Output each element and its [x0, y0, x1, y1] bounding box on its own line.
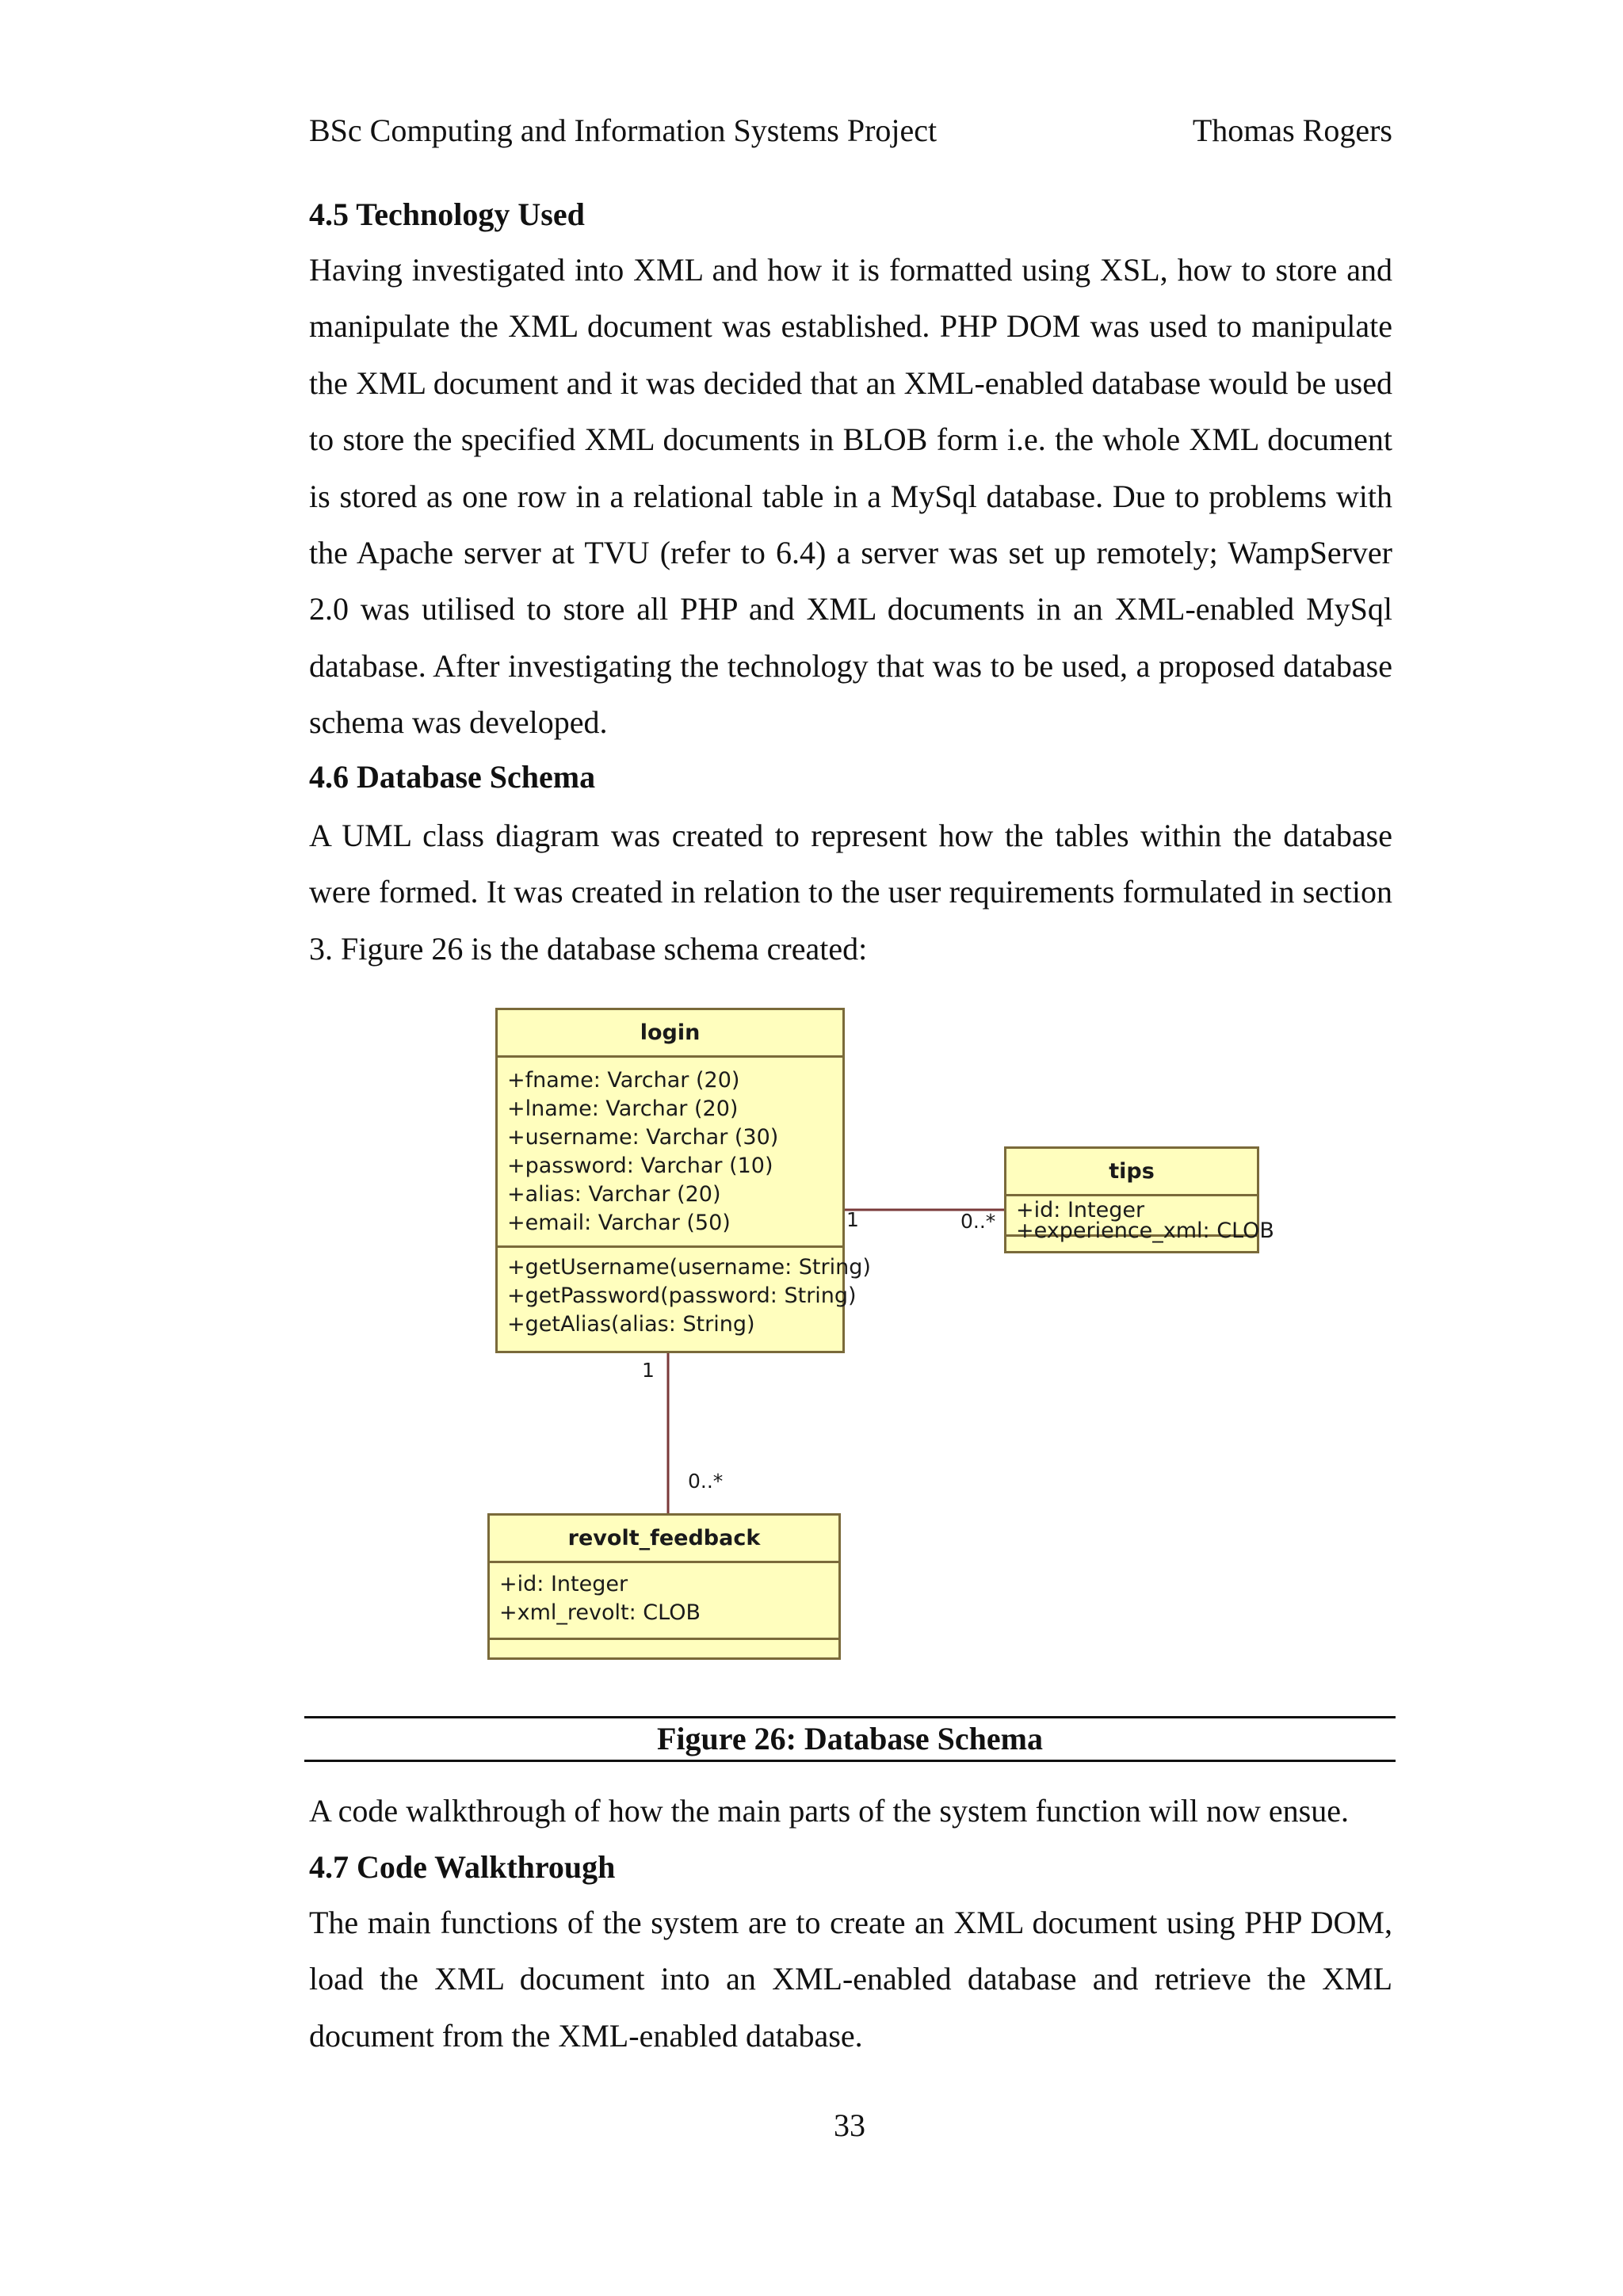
section-heading-4-5: 4.5 Technology Used	[309, 196, 585, 232]
section-body-4-5	[309, 242, 1392, 751]
attribute-password: +password: Varchar (10)	[507, 1154, 773, 1178]
multiplicity-login-tips-many: 0..*	[960, 1210, 996, 1233]
class-tips-title: tips	[1006, 1149, 1257, 1196]
class-revolt-feedback	[487, 1513, 841, 1660]
paragraph-technology-used: Having investigated into XML and how it is formatted using XSL, how to store and manipulate the XML document was established. PHP DOM was used to manipulate the XML document and it was decided that an XML-enabled database would be used to store the specified XML documents in BLOB form i.e. the whole XML document is stored as one row in a relational table in a MySql database. Due to problems with the Apache server at TVU (refer to 6.4) a server was set up remotely; WampServer 2.0 was utilised to store all PHP and XML documents in an XML-enabled MySql database. After investigating the technology that was to be used, a proposed database schema was developed.	[309, 252, 1392, 741]
paragraph-after-figure: A code walkthrough of how the main parts of the system function will now ensue.	[309, 1793, 1349, 1829]
attribute-username: +username: Varchar (30)	[507, 1125, 779, 1150]
attribute-feedback-xml-revolt: +xml_revolt: CLOB	[499, 1600, 701, 1625]
caption-rule-top	[304, 1716, 1396, 1718]
method-get-alias: +getAlias(alias: String)	[507, 1312, 755, 1337]
multiplicity-login-tips-one: 1	[846, 1208, 859, 1231]
running-header-title: BSc Computing and Information Systems Project	[309, 113, 938, 148]
attribute-email: +email: Varchar (50)	[507, 1211, 731, 1235]
attribute-tips-id: +id: Integer	[1016, 1198, 1145, 1222]
multiplicity-login-feedback-many: 0..*	[688, 1470, 724, 1493]
paragraph-database-schema: A UML class diagram was created to represent how the tables within the database were formed. It was created in relation to the user requirements formulated in section 3. Figure 26 is the database schema created:	[309, 818, 1392, 967]
class-login-attributes	[498, 1058, 842, 1248]
attribute-tips-experience-xml: +experience_xml: CLOB	[1016, 1219, 1274, 1243]
class-tips-attributes	[1006, 1196, 1274, 1243]
class-revolt-feedback-attributes	[490, 1563, 838, 1640]
running-header-author: Thomas Rogers	[1192, 113, 1392, 148]
attribute-alias: +alias: Varchar (20)	[507, 1182, 721, 1207]
caption-rule-bottom	[304, 1760, 1396, 1762]
section-body-4-6	[309, 807, 1392, 977]
section-body-4-7	[309, 1894, 1392, 2064]
multiplicity-login-feedback-one: 1	[642, 1359, 655, 1382]
section-heading-4-7: 4.7 Code Walkthrough	[309, 1849, 616, 1885]
class-login	[495, 1008, 871, 1353]
attribute-fname: +fname: Varchar (20)	[507, 1068, 740, 1093]
class-login-methods	[498, 1248, 871, 1339]
class-revolt-feedback-title: revolt_feedback	[490, 1516, 838, 1563]
page-number: 33	[834, 2107, 865, 2143]
uml-class-diagram	[475, 994, 1274, 1676]
class-tips	[1004, 1146, 1274, 1253]
method-get-username: +getUsername(username: String)	[507, 1255, 871, 1280]
figure-caption: Figure 26: Database Schema	[657, 1721, 1043, 1756]
section-heading-4-6: 4.6 Database Schema	[309, 759, 596, 795]
attribute-lname: +lname: Varchar (20)	[507, 1097, 739, 1121]
method-get-password: +getPassword(password: String)	[507, 1283, 857, 1308]
class-login-title: login	[498, 1010, 842, 1058]
attribute-feedback-id: +id: Integer	[499, 1572, 628, 1596]
paragraph-code-walkthrough: The main functions of the system are to create an XML document using PHP DOM, load the XML document into an XML-enabled database and retrieve the XML document from the XML-enabled database.	[309, 1905, 1392, 2054]
